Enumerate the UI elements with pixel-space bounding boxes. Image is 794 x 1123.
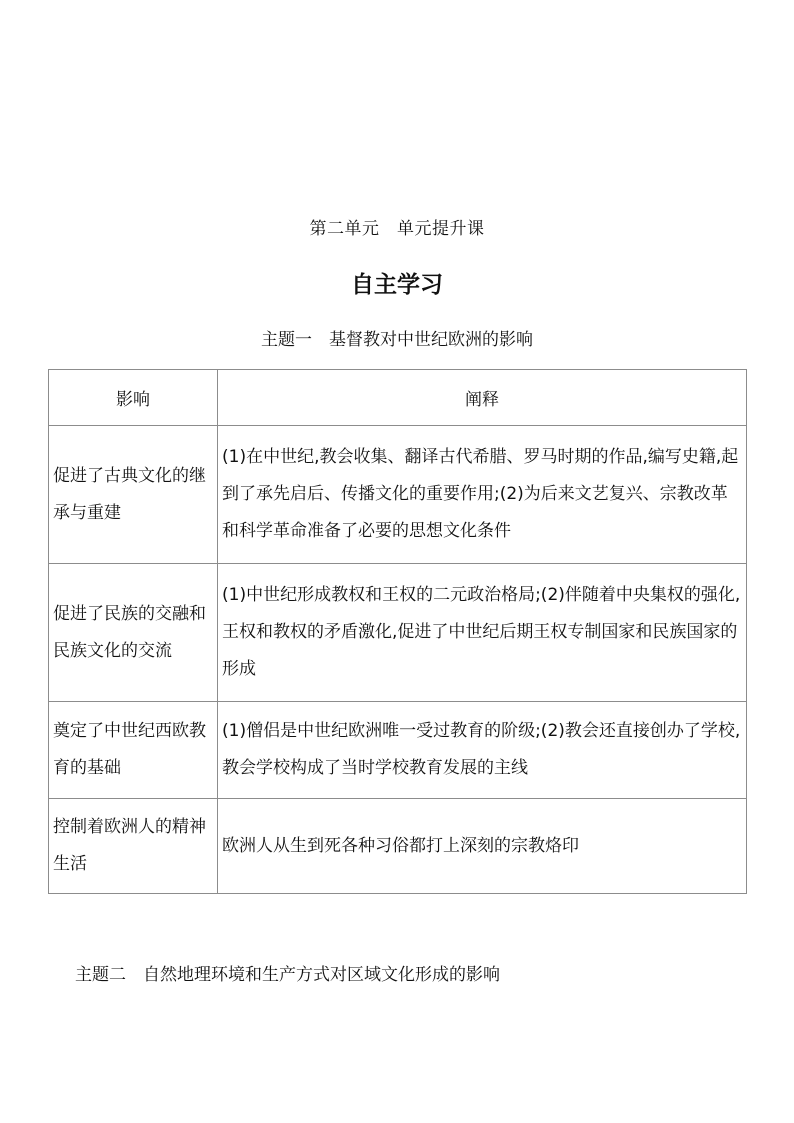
- theme-two-title: 主题二 自然地理环境和生产方式对区域文化形成的影响: [75, 965, 500, 985]
- explanation-cell: (1)中世纪形成教权和王权的二元政治格局;(2)伴随着中央集权的强化,王权和教权的矛盾激化,促进了中世纪后期王权专制国家和民族国家的形成: [218, 564, 747, 702]
- header-influence: 影响: [49, 370, 218, 426]
- influence-table: [48, 369, 747, 894]
- influence-cell: 促进了民族的交融和民族文化的交流: [49, 564, 218, 702]
- table-header-row: [49, 370, 747, 426]
- explanation-cell: (1)僧侣是中世纪欧洲唯一受过教育的阶级;(2)教会还直接创办了学校,教会学校构成了当时学校教育发展的主线: [218, 702, 747, 799]
- table-row: [49, 564, 747, 702]
- table-row: [49, 799, 747, 894]
- table-row: [49, 426, 747, 564]
- section-title: 自主学习: [351, 272, 443, 298]
- header-explanation: 阐释: [218, 370, 747, 426]
- theme-one-title: 主题一 基督教对中世纪欧洲的影响: [261, 330, 533, 350]
- unit-title: 第二单元 单元提升课: [309, 219, 485, 239]
- influence-cell: 控制着欧洲人的精神生活: [49, 799, 218, 894]
- table-row: [49, 702, 747, 799]
- explanation-cell: (1)在中世纪,教会收集、翻译古代希腊、罗马时期的作品,编写史籍,起到了承先启后、传播文化的重要作用;(2)为后来文艺复兴、宗教改革和科学革命准备了必要的思想文化条件: [218, 426, 747, 564]
- influence-cell: 奠定了中世纪西欧教育的基础: [49, 702, 218, 799]
- explanation-cell: 欧洲人从生到死各种习俗都打上深刻的宗教烙印: [218, 799, 747, 894]
- influence-cell: 促进了古典文化的继承与重建: [49, 426, 218, 564]
